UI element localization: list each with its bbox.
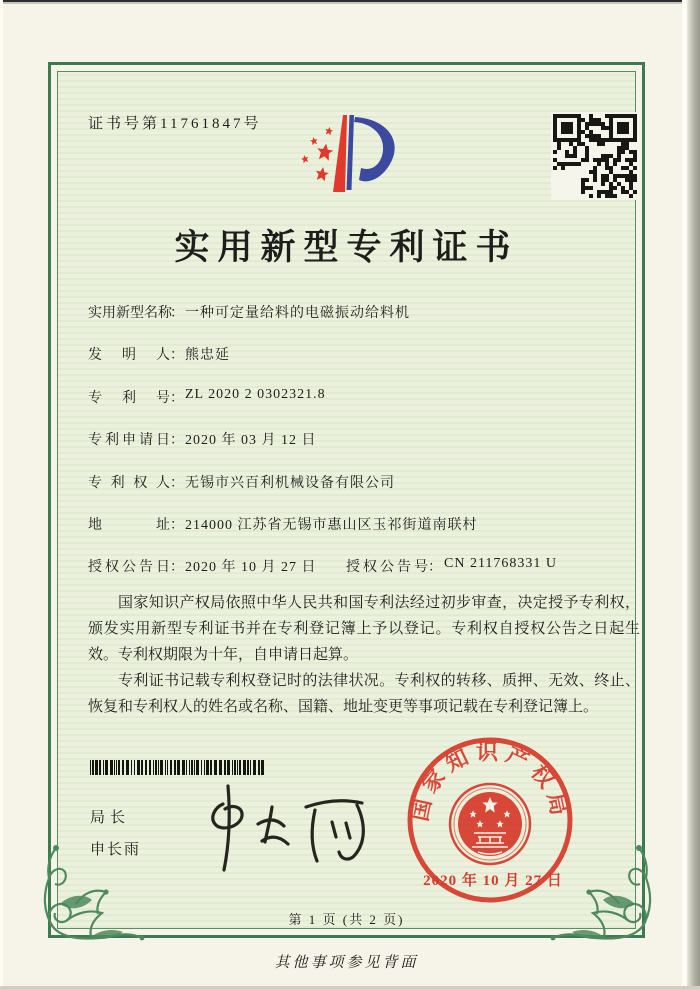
corner-flourish-icon (30, 843, 145, 955)
back-side-note: 其他事项参见背面 (274, 955, 419, 971)
field-colon: ： (170, 476, 184, 491)
national-emblem-icon (450, 784, 530, 864)
director-name: 申长雨 (90, 842, 142, 858)
director-signature (195, 780, 373, 878)
field-value: 2020 年 10 月 27 日 (185, 560, 317, 575)
field-colon: ： (170, 391, 184, 406)
scan-edge-right (687, 0, 700, 989)
field-row-patentee (88, 472, 644, 494)
field-colon: ： (170, 518, 184, 533)
field-value: 2020 年 03 月 12 日 (185, 433, 317, 448)
field-colon: ： (428, 560, 442, 575)
field-value: 无锡市兴百利机械设备有限公司 (185, 476, 395, 491)
legal-text (88, 590, 640, 720)
field-colon: ： (170, 433, 184, 448)
page-number: 第 1 页 (共 2 页) (288, 912, 405, 927)
field-colon: ： (170, 306, 184, 321)
field-label: 实用新型名称 (88, 306, 172, 321)
barcode (90, 760, 265, 775)
corner-flourish-icon (550, 843, 665, 955)
scan-edge-left (0, 0, 3, 989)
scan-edge-top-shadow (0, 2, 700, 4)
field-row-address (88, 514, 644, 536)
field-value: 214000 江苏省无锡市惠山区玉祁街道南联村 (185, 518, 478, 533)
seal-text: 国家知识产权局 (406, 739, 574, 824)
cnipa-logo-icon (287, 106, 417, 211)
field-value: ZL 2020 2 0302321.8 (185, 387, 326, 402)
field-colon: ： (170, 560, 184, 575)
certificate-title: 实用新型专利证书 (174, 228, 519, 267)
field-label-grant-number: 授权公告号 (346, 560, 428, 575)
qr-code (551, 112, 639, 200)
field-row-filing-date (88, 429, 644, 451)
field-value-grant-number: CN 211768331 U (444, 556, 558, 571)
field-value: 熊忠延 (185, 348, 230, 363)
legal-paragraph-2: 专利证书记载专利权登记时的法律状况。专利权的转移、质押、无效、终止、恢复和专利权人的姓名或名称、国籍、地址变更等事项记载在专利登记簿上。 (88, 673, 640, 715)
field-value: 一种可定量给料的电磁振动给料机 (185, 306, 410, 321)
field-colon: ： (170, 348, 184, 363)
legal-paragraph-1: 国家知识产权局依照中华人民共和国专利法经过初步审查，决定授予专利权，颁发实用新型专利证书并在专利登记簿上予以登记。专利权自授权公告之日起生效。专利权期限为十年，自申请日起算。 (88, 595, 640, 663)
field-label: 专利申请日 (88, 433, 170, 448)
director-title: 局长 (90, 810, 131, 826)
seal-date: 2020 年 10 月 27 日 (423, 873, 563, 889)
field-row-grant-date (88, 556, 644, 578)
field-label: 发明人 (88, 348, 170, 363)
certificate-number: 证书号第11761847号 (88, 116, 262, 132)
field-label: 专利号 (88, 391, 170, 406)
field-row-name (88, 302, 644, 324)
field-label: 地址 (88, 518, 170, 533)
field-label: 专利权人 (88, 476, 170, 491)
field-label: 授权公告日 (88, 560, 170, 575)
field-row-patent-number (88, 387, 644, 409)
field-row-inventor (88, 344, 644, 366)
